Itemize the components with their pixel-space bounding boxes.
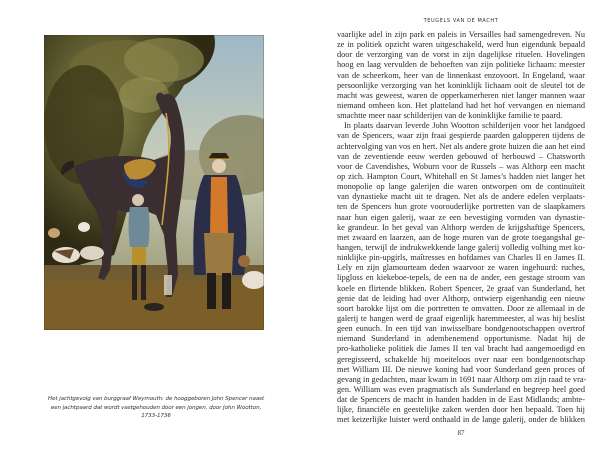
text-line: geregisseerd, schakelde hij moeiteloos over naar een bondgenootschap [337, 354, 585, 364]
running-head: TEUGELS VAN DE MACHT [423, 18, 499, 24]
text-line: voor de Cavendishes, Woburn voor de Russels – was Althorp een macht [337, 161, 585, 171]
caption-line: een jachtpaard dat wordt vastgehouden door een jongen, door John Wootton, [50, 404, 262, 411]
text-line: smachtte meer naar schilderijen van de koninklijke familie te paard. [337, 111, 563, 121]
text-line: ke grandeur. In het geval van Althorp werden de krijgshaftige Spencers, [337, 222, 585, 232]
text-line: monopolie op lange galerijen die waren ontworpen om de continuïteit [337, 182, 585, 192]
text-line: gevang in gedachten, maar kwam in 1691 naar Althorp om zijn raad te vra- [337, 374, 587, 384]
caption-line: 1733-1736 [141, 413, 171, 420]
painting-figure [44, 35, 264, 330]
text-line: van dynastieke macht uit te dragen. Net als de andere edelen verplaats- [337, 192, 585, 202]
text-line: met William III. De nieuwe koning had voor Sunderland geen proces of [337, 364, 585, 374]
text-line: met zwaard en laarzen, aan de hoge muren van de grote toegangshal ge- [337, 232, 585, 242]
text-line: ninklijke pin-upgirls, maîtresses en hofdames van Charles II en James II. [337, 253, 585, 263]
text-line: met keizerlijke luister werd onthaald in de lange galerij, onder de blikken [337, 415, 585, 425]
text-line: ze in politiek opzicht waren uitgeschakeld, werd hun eigendunk bepaald [337, 40, 585, 50]
text-line: gen. William was even pragmatisch als Sunderland en begreep heel goed [337, 384, 585, 394]
text-line: lipgloss en kiekeboe-tepels, de een na de ander, een gestage stroom van [337, 273, 585, 283]
text-line: persoonlijke verzorging van het koninklijk lichaam ooit de sleutel tot de [337, 80, 585, 90]
text-line: niemand Sunderland in adembenemend opportunisme. Nadat hij de [337, 334, 585, 344]
text-line: genie dat de leiding had over Althorp, ontwierp eigenhandig een nieuw [337, 293, 585, 303]
text-line: niemand omheen kon. Het platteland had het hof vervangen en niemand [337, 100, 585, 110]
figure-caption [40, 395, 272, 421]
text-line: lijke, financiële en geestelijke zaken werden door hen bepaald. Toen hij [337, 405, 585, 415]
text-line: van de zeventiende eeuw werden gebouwd of herbouwd – Chatsworth [337, 151, 585, 161]
text-line: van de Spencers, waar zijn fraai gespierde paarden galopperen tijdens de [337, 131, 585, 141]
text-line: door de verzorging van de vorst in zijn dagelijkse rituelen. Hovelingen [337, 50, 585, 60]
text-line: Lely en zijn glamourteam deden waarvoor ze waren ingehuurd: ruches, [337, 263, 585, 273]
text-line: ten de Spencers hun grote voorouderlijke portretten van de slaapkamers [337, 202, 585, 212]
page-number: 87 [457, 429, 465, 437]
text-line: op zich. Hampton Court, Whitehall en St James’s hadden niet langer het [337, 171, 585, 181]
text-line: In plaats daarvan leverde John Wootton schilderijen voor het landgoed [344, 121, 585, 131]
body-text [337, 30, 585, 425]
text-line: macht was geweest, waren de opperkamerheren niet langer mannen waar [337, 90, 585, 100]
text-line: pro-katholieke politiek die James II ten val bracht had aangemoedigd en [337, 344, 585, 354]
text-line: achtervolging van vos en hert. Net als andere grote huizen die aan het eind [337, 141, 585, 151]
text-line: dat de Spencers de macht in handen hadden in de East Midlands; ambte- [337, 395, 585, 405]
caption-line: Het jachtgevolg van burggraaf Weymouth: de hooggeboren John Spencer naast [47, 396, 265, 402]
text-line: vaarlijke adel in zijn park en paleis in Versailles had samengedreven. Nu [337, 30, 585, 39]
text-line: geen eunuch. In een tijd van inwisselbare bondgenootschappen overtrof [337, 324, 585, 334]
text-line: galerij te hangen werd de graaf eigenlijk haremmeester, al was hij beslist [337, 313, 585, 323]
painting-image [44, 35, 264, 330]
text-line: naar hun eigen galerij, waar ze een bevestiging vormden van dynastie- [337, 212, 585, 222]
text-line: van de scheerkom, heer van de linnenkast enzovoort. In Engeland, waar [337, 70, 585, 80]
text-line: hoog en laag vervulden de behoeften van zijn politieke lichaam: meester [337, 60, 585, 70]
text-line: soort barokke lijst om die portretten te omvatten. Door ze allemaal in de [337, 303, 585, 313]
text-line: hangen, terwijl de indrukwekkende lange galerij volledig volhing met ko- [337, 242, 585, 252]
text-line: koele en flirtende blikken. Robert Spencer, 2e graaf van Sunderland, het [337, 283, 585, 293]
